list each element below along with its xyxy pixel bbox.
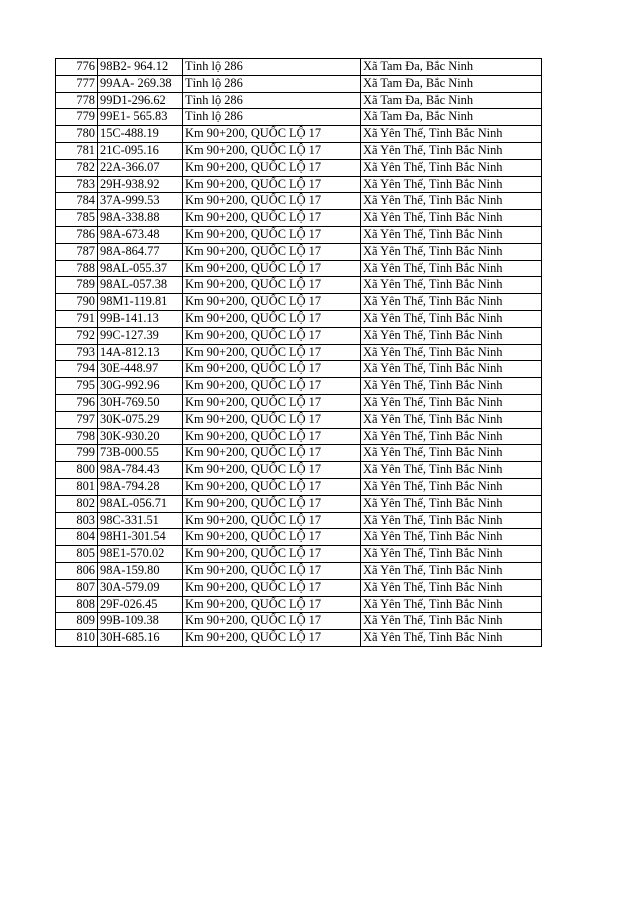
violation-location: Km 90+200, QUỐC LỘ 17 <box>183 294 361 311</box>
row-number: 792 <box>56 327 98 344</box>
violation-location: Km 90+200, QUỐC LỘ 17 <box>183 394 361 411</box>
license-plate: 99C-127.39 <box>98 327 183 344</box>
administrative-area: Xã Yên Thế, Tỉnh Bắc Ninh <box>361 462 542 479</box>
table-row <box>56 378 542 395</box>
row-number: 782 <box>56 159 98 176</box>
table-row <box>56 310 542 327</box>
license-plate: 98B2- 964.12 <box>98 59 183 76</box>
license-plate: 21C-095.16 <box>98 142 183 159</box>
license-plate: 98AL-057.38 <box>98 277 183 294</box>
violation-location: Km 90+200, QUỐC LỘ 17 <box>183 142 361 159</box>
license-plate: 73B-000.55 <box>98 445 183 462</box>
administrative-area: Xã Yên Thế, Tỉnh Bắc Ninh <box>361 176 542 193</box>
table-row <box>56 327 542 344</box>
license-plate: 30K-075.29 <box>98 411 183 428</box>
administrative-area: Xã Tam Đa, Bắc Ninh <box>361 75 542 92</box>
row-number: 796 <box>56 394 98 411</box>
table-row <box>56 529 542 546</box>
administrative-area: Xã Yên Thế, Tỉnh Bắc Ninh <box>361 277 542 294</box>
administrative-area: Xã Yên Thế, Tỉnh Bắc Ninh <box>361 226 542 243</box>
row-number: 800 <box>56 462 98 479</box>
license-plate: 30A-579.09 <box>98 579 183 596</box>
violation-location: Km 90+200, QUỐC LỘ 17 <box>183 327 361 344</box>
administrative-area: Xã Yên Thế, Tỉnh Bắc Ninh <box>361 361 542 378</box>
table-row <box>56 59 542 76</box>
violation-location: Km 90+200, QUỐC LỘ 17 <box>183 495 361 512</box>
violation-location: Km 90+200, QUỐC LỘ 17 <box>183 512 361 529</box>
row-number: 805 <box>56 546 98 563</box>
violation-location: Km 90+200, QUỐC LỘ 17 <box>183 562 361 579</box>
table-row <box>56 445 542 462</box>
violation-location: Km 90+200, QUỐC LỘ 17 <box>183 344 361 361</box>
license-plate: 30K-930.20 <box>98 428 183 445</box>
table-row <box>56 126 542 143</box>
row-number: 780 <box>56 126 98 143</box>
administrative-area: Xã Yên Thế, Tỉnh Bắc Ninh <box>361 529 542 546</box>
row-number: 776 <box>56 59 98 76</box>
table-row <box>56 394 542 411</box>
row-number: 779 <box>56 109 98 126</box>
row-number: 778 <box>56 92 98 109</box>
table-row <box>56 344 542 361</box>
table-row <box>56 579 542 596</box>
row-number: 787 <box>56 243 98 260</box>
row-number: 802 <box>56 495 98 512</box>
license-plate: 99B-109.38 <box>98 613 183 630</box>
administrative-area: Xã Yên Thế, Tỉnh Bắc Ninh <box>361 579 542 596</box>
license-plate: 98AL-055.37 <box>98 260 183 277</box>
table-row <box>56 75 542 92</box>
administrative-area: Xã Yên Thế, Tỉnh Bắc Ninh <box>361 512 542 529</box>
administrative-area: Xã Yên Thế, Tỉnh Bắc Ninh <box>361 260 542 277</box>
row-number: 795 <box>56 378 98 395</box>
administrative-area: Xã Yên Thế, Tỉnh Bắc Ninh <box>361 243 542 260</box>
license-plate: 98A-794.28 <box>98 478 183 495</box>
table-row <box>56 142 542 159</box>
violation-location: Tỉnh lộ 286 <box>183 75 361 92</box>
row-number: 809 <box>56 613 98 630</box>
administrative-area: Xã Yên Thế, Tỉnh Bắc Ninh <box>361 613 542 630</box>
administrative-area: Xã Tam Đa, Bắc Ninh <box>361 109 542 126</box>
administrative-area: Xã Yên Thế, Tỉnh Bắc Ninh <box>361 327 542 344</box>
license-plate: 98A-864.77 <box>98 243 183 260</box>
violation-location: Km 90+200, QUỐC LỘ 17 <box>183 210 361 227</box>
violation-table <box>55 58 542 647</box>
violation-location: Km 90+200, QUỐC LỘ 17 <box>183 361 361 378</box>
table-row <box>56 210 542 227</box>
administrative-area: Xã Yên Thế, Tỉnh Bắc Ninh <box>361 159 542 176</box>
license-plate: 98M1-119.81 <box>98 294 183 311</box>
row-number: 801 <box>56 478 98 495</box>
table-row <box>56 495 542 512</box>
table-row <box>56 176 542 193</box>
table-row <box>56 159 542 176</box>
violation-location: Km 90+200, QUỐC LỘ 17 <box>183 445 361 462</box>
administrative-area: Xã Yên Thế, Tỉnh Bắc Ninh <box>361 294 542 311</box>
table-row <box>56 260 542 277</box>
administrative-area: Xã Yên Thế, Tỉnh Bắc Ninh <box>361 445 542 462</box>
row-number: 803 <box>56 512 98 529</box>
license-plate: 29F-026.45 <box>98 596 183 613</box>
violation-location: Km 90+200, QUỐC LỘ 17 <box>183 579 361 596</box>
violation-location: Km 90+200, QUỐC LỘ 17 <box>183 546 361 563</box>
violation-location: Km 90+200, QUỐC LỘ 17 <box>183 277 361 294</box>
license-plate: 99B-141.13 <box>98 310 183 327</box>
table-row <box>56 562 542 579</box>
administrative-area: Xã Yên Thế, Tỉnh Bắc Ninh <box>361 378 542 395</box>
violation-location: Km 90+200, QUỐC LỘ 17 <box>183 378 361 395</box>
violation-location: Km 90+200, QUỐC LỘ 17 <box>183 613 361 630</box>
license-plate: 30H-685.16 <box>98 630 183 647</box>
table-row <box>56 294 542 311</box>
violation-location: Km 90+200, QUỐC LỘ 17 <box>183 243 361 260</box>
violation-location: Km 90+200, QUỐC LỘ 17 <box>183 126 361 143</box>
administrative-area: Xã Yên Thế, Tỉnh Bắc Ninh <box>361 344 542 361</box>
table-row <box>56 109 542 126</box>
row-number: 793 <box>56 344 98 361</box>
row-number: 791 <box>56 310 98 327</box>
violation-location: Km 90+200, QUỐC LỘ 17 <box>183 310 361 327</box>
violation-location: Tỉnh lộ 286 <box>183 59 361 76</box>
table-row <box>56 277 542 294</box>
license-plate: 99D1-296.62 <box>98 92 183 109</box>
license-plate: 98A-159.80 <box>98 562 183 579</box>
row-number: 794 <box>56 361 98 378</box>
administrative-area: Xã Yên Thế, Tỉnh Bắc Ninh <box>361 142 542 159</box>
row-number: 781 <box>56 142 98 159</box>
row-number: 783 <box>56 176 98 193</box>
administrative-area: Xã Yên Thế, Tỉnh Bắc Ninh <box>361 596 542 613</box>
table-row <box>56 243 542 260</box>
violation-location: Tỉnh lộ 286 <box>183 109 361 126</box>
row-number: 786 <box>56 226 98 243</box>
violation-location: Km 90+200, QUỐC LỘ 17 <box>183 596 361 613</box>
table-row <box>56 630 542 647</box>
row-number: 788 <box>56 260 98 277</box>
administrative-area: Xã Tam Đa, Bắc Ninh <box>361 92 542 109</box>
row-number: 808 <box>56 596 98 613</box>
table-row <box>56 226 542 243</box>
license-plate: 99E1- 565.83 <box>98 109 183 126</box>
license-plate: 37A-999.53 <box>98 193 183 210</box>
violation-location: Km 90+200, QUỐC LỘ 17 <box>183 176 361 193</box>
license-plate: 98E1-570.02 <box>98 546 183 563</box>
administrative-area: Xã Yên Thế, Tỉnh Bắc Ninh <box>361 562 542 579</box>
administrative-area: Xã Yên Thế, Tỉnh Bắc Ninh <box>361 126 542 143</box>
violation-location: Tỉnh lộ 286 <box>183 92 361 109</box>
table-body <box>56 59 542 647</box>
table-row <box>56 361 542 378</box>
row-number: 789 <box>56 277 98 294</box>
license-plate: 14A-812.13 <box>98 344 183 361</box>
violation-location: Km 90+200, QUỐC LỘ 17 <box>183 462 361 479</box>
row-number: 810 <box>56 630 98 647</box>
license-plate: 22A-366.07 <box>98 159 183 176</box>
violation-location: Km 90+200, QUỐC LỘ 17 <box>183 193 361 210</box>
license-plate: 98A-673.48 <box>98 226 183 243</box>
row-number: 798 <box>56 428 98 445</box>
table-row <box>56 193 542 210</box>
violation-location: Km 90+200, QUỐC LỘ 17 <box>183 260 361 277</box>
table-row <box>56 478 542 495</box>
table-row <box>56 411 542 428</box>
license-plate: 30E-448.97 <box>98 361 183 378</box>
license-plate: 99AA- 269.38 <box>98 75 183 92</box>
violation-location: Km 90+200, QUỐC LỘ 17 <box>183 428 361 445</box>
license-plate: 29H-938.92 <box>98 176 183 193</box>
row-number: 807 <box>56 579 98 596</box>
administrative-area: Xã Tam Đa, Bắc Ninh <box>361 59 542 76</box>
row-number: 790 <box>56 294 98 311</box>
administrative-area: Xã Yên Thế, Tỉnh Bắc Ninh <box>361 310 542 327</box>
row-number: 777 <box>56 75 98 92</box>
row-number: 799 <box>56 445 98 462</box>
license-plate: 98A-784.43 <box>98 462 183 479</box>
license-plate: 98A-338.88 <box>98 210 183 227</box>
row-number: 806 <box>56 562 98 579</box>
license-plate: 98C-331.51 <box>98 512 183 529</box>
table-row <box>56 596 542 613</box>
license-plate: 30H-769.50 <box>98 394 183 411</box>
table-row <box>56 462 542 479</box>
row-number: 785 <box>56 210 98 227</box>
violation-location: Km 90+200, QUỐC LỘ 17 <box>183 478 361 495</box>
row-number: 804 <box>56 529 98 546</box>
license-plate: 15C-488.19 <box>98 126 183 143</box>
administrative-area: Xã Yên Thế, Tỉnh Bắc Ninh <box>361 546 542 563</box>
administrative-area: Xã Yên Thế, Tỉnh Bắc Ninh <box>361 630 542 647</box>
violation-location: Km 90+200, QUỐC LỘ 17 <box>183 630 361 647</box>
administrative-area: Xã Yên Thế, Tỉnh Bắc Ninh <box>361 411 542 428</box>
administrative-area: Xã Yên Thế, Tỉnh Bắc Ninh <box>361 478 542 495</box>
table-row <box>56 512 542 529</box>
license-plate: 98AL-056.71 <box>98 495 183 512</box>
row-number: 784 <box>56 193 98 210</box>
administrative-area: Xã Yên Thế, Tỉnh Bắc Ninh <box>361 210 542 227</box>
table-row <box>56 546 542 563</box>
violation-location: Km 90+200, QUỐC LỘ 17 <box>183 226 361 243</box>
license-plate: 30G-992.96 <box>98 378 183 395</box>
violation-location: Km 90+200, QUỐC LỘ 17 <box>183 159 361 176</box>
administrative-area: Xã Yên Thế, Tỉnh Bắc Ninh <box>361 193 542 210</box>
administrative-area: Xã Yên Thế, Tỉnh Bắc Ninh <box>361 394 542 411</box>
table-row <box>56 428 542 445</box>
administrative-area: Xã Yên Thế, Tỉnh Bắc Ninh <box>361 495 542 512</box>
violation-location: Km 90+200, QUỐC LỘ 17 <box>183 411 361 428</box>
table-row <box>56 92 542 109</box>
table-row <box>56 613 542 630</box>
violation-location: Km 90+200, QUỐC LỘ 17 <box>183 529 361 546</box>
row-number: 797 <box>56 411 98 428</box>
license-plate: 98H1-301.54 <box>98 529 183 546</box>
administrative-area: Xã Yên Thế, Tỉnh Bắc Ninh <box>361 428 542 445</box>
